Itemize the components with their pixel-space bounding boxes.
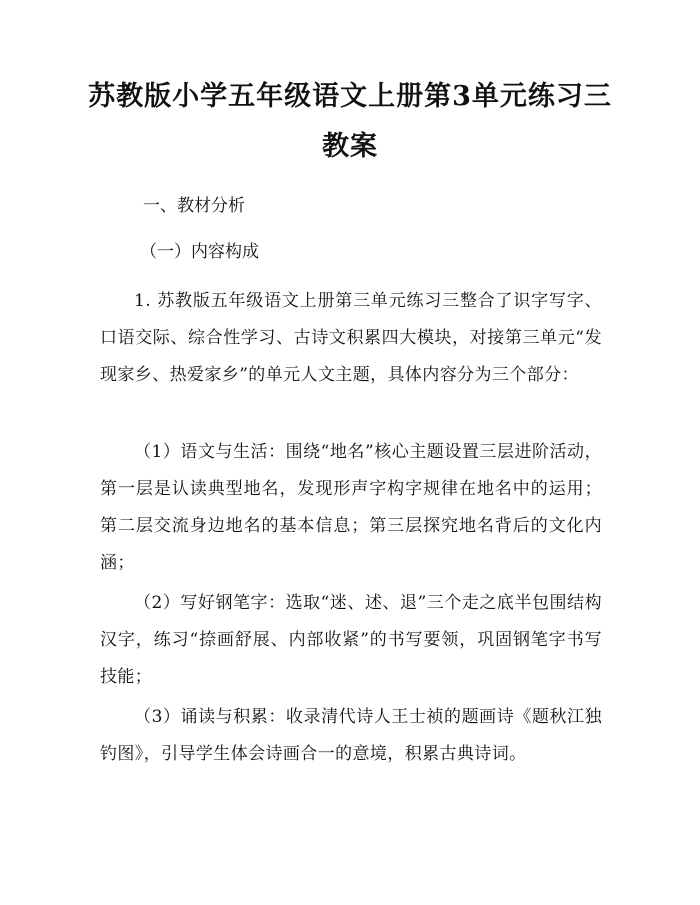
paragraph-1: 1. 苏教版五年级语文上册第三单元练习三整合了识字写字、口语交际、综合性学习、古诗文积累四大模块，对接第三单元“发现家乡、热爱家乡”的单元人文主题，具体内容分为三个部分： xyxy=(100,291,602,385)
document-title xyxy=(80,72,620,172)
title-line-2: 教案 xyxy=(322,131,378,162)
title-line-1: 苏教版小学五年级语文上册第3单元练习三 xyxy=(88,81,612,112)
section-heading: 一、教材分析 xyxy=(143,196,245,216)
paragraph-4: （3）诵读与积累：收录清代诗人王士祯的题画诗《题秋江独钓图》，引导学生体会诗画合一的意境，积累古典诗词。 xyxy=(100,707,602,764)
subsection-heading: （一）内容构成 xyxy=(140,242,259,262)
paragraph-3: （2）写好钢笔字：选取“迷、述、退”三个走之底半包围结构汉字，练习“捺画舒展、内部收紧”的书写要领，巩固钢笔字书写技能； xyxy=(100,593,602,687)
paragraph-2: （1）语文与生活：围绕“地名”核心主题设置三层进阶活动，第一层是认读典型地名，发现形声字构字规律在地名中的运用；第二层交流身边地名的基本信息；第三层探究地名背后的文化内涵； xyxy=(100,442,602,573)
